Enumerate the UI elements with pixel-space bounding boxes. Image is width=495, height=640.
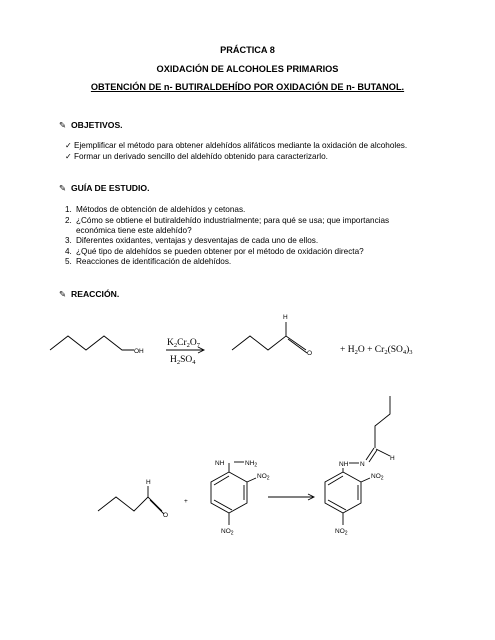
butanal-skeleton-2 [98, 497, 162, 511]
nh-label: NH [339, 461, 349, 468]
objective-text: Formar un derivado sencillo del aldehído obtenido para caracterizarlo. [74, 152, 328, 161]
no2-label: $NO_2$ [371, 473, 384, 482]
practice-heading: OBTENCIÓN DE n- BUTIRALDEHÍDO POR OXIDACIÓN DE n- BUTANOL. [90, 82, 405, 92]
item-number: 3. [65, 236, 72, 245]
reagent-oxidant: $K_2Cr_2O_7$ [167, 338, 200, 349]
pencil-icon: ✎ [59, 120, 67, 130]
benzene-ring [211, 472, 247, 513]
nh-label: NH [215, 460, 225, 467]
no2-label: $NO_2$ [335, 528, 348, 537]
pencil-icon: ✎ [59, 183, 67, 193]
n-label: N [360, 461, 365, 468]
item-text: Diferentes oxidantes, ventajas y desventajas de cada uno de ellos. [76, 236, 319, 245]
aldehyde-h-label: H [283, 314, 288, 321]
item-text: Reacciones de identificación de aldehídos. [76, 257, 232, 266]
item-text: Métodos de obtención de aldehídos y cetonas. [76, 205, 246, 214]
reagent-acid: $H_2SO_4$ [170, 355, 196, 366]
item-number: 2. [65, 216, 72, 225]
benzene-ring-product [325, 472, 361, 513]
pencil-icon: ✎ [59, 289, 67, 299]
checkmark-icon: ✓ [65, 152, 72, 161]
page-title: PRÁCTICA 8 [220, 45, 275, 55]
plus-sign: + [184, 498, 188, 505]
no2-label: $NO_2$ [257, 473, 270, 482]
aldehyde-h-label: H [146, 479, 151, 486]
hydrazone-h-label: H [390, 455, 395, 462]
aldehyde-o-label: O [163, 512, 169, 519]
item-text-continued: económica tiene este aldehído? [76, 226, 192, 235]
butanol-skeleton [50, 336, 134, 350]
objective-text: Ejemplificar el método para obtener aldehídos alifáticos mediante la oxidación de alcoholes. [74, 141, 408, 150]
item-text: ¿Cómo se obtiene el butiraldehído industrialmente; para qué se usa; que importancias [76, 216, 390, 225]
item-text: ¿Qué tipo de aldehídos se pueden obtener por el método de oxidación directa? [76, 247, 364, 256]
nh2-label: $NH_2$ [245, 460, 258, 469]
checkmark-icon: ✓ [65, 141, 72, 150]
section-guia-label: GUÍA DE ESTUDIO. [71, 183, 150, 193]
no2-label: $NO_2$ [221, 528, 234, 537]
aldehyde-o-label: O [307, 350, 313, 357]
section-reaccion-label: REACCIÓN. [71, 289, 120, 299]
butanal-skeleton [232, 336, 306, 350]
byproducts: + $H_2O + Cr_2(SO_4)_3$ [340, 345, 413, 356]
item-number: 1. [65, 205, 72, 214]
item-number: 5. [65, 257, 72, 266]
item-number: 4. [65, 247, 72, 256]
page-subtitle: OXIDACIÓN DE ALCOHOLES PRIMARIOS [156, 64, 339, 74]
hydroxyl-label: OH [134, 348, 144, 355]
section-objetivos-label: OBJETIVOS. [71, 120, 123, 130]
